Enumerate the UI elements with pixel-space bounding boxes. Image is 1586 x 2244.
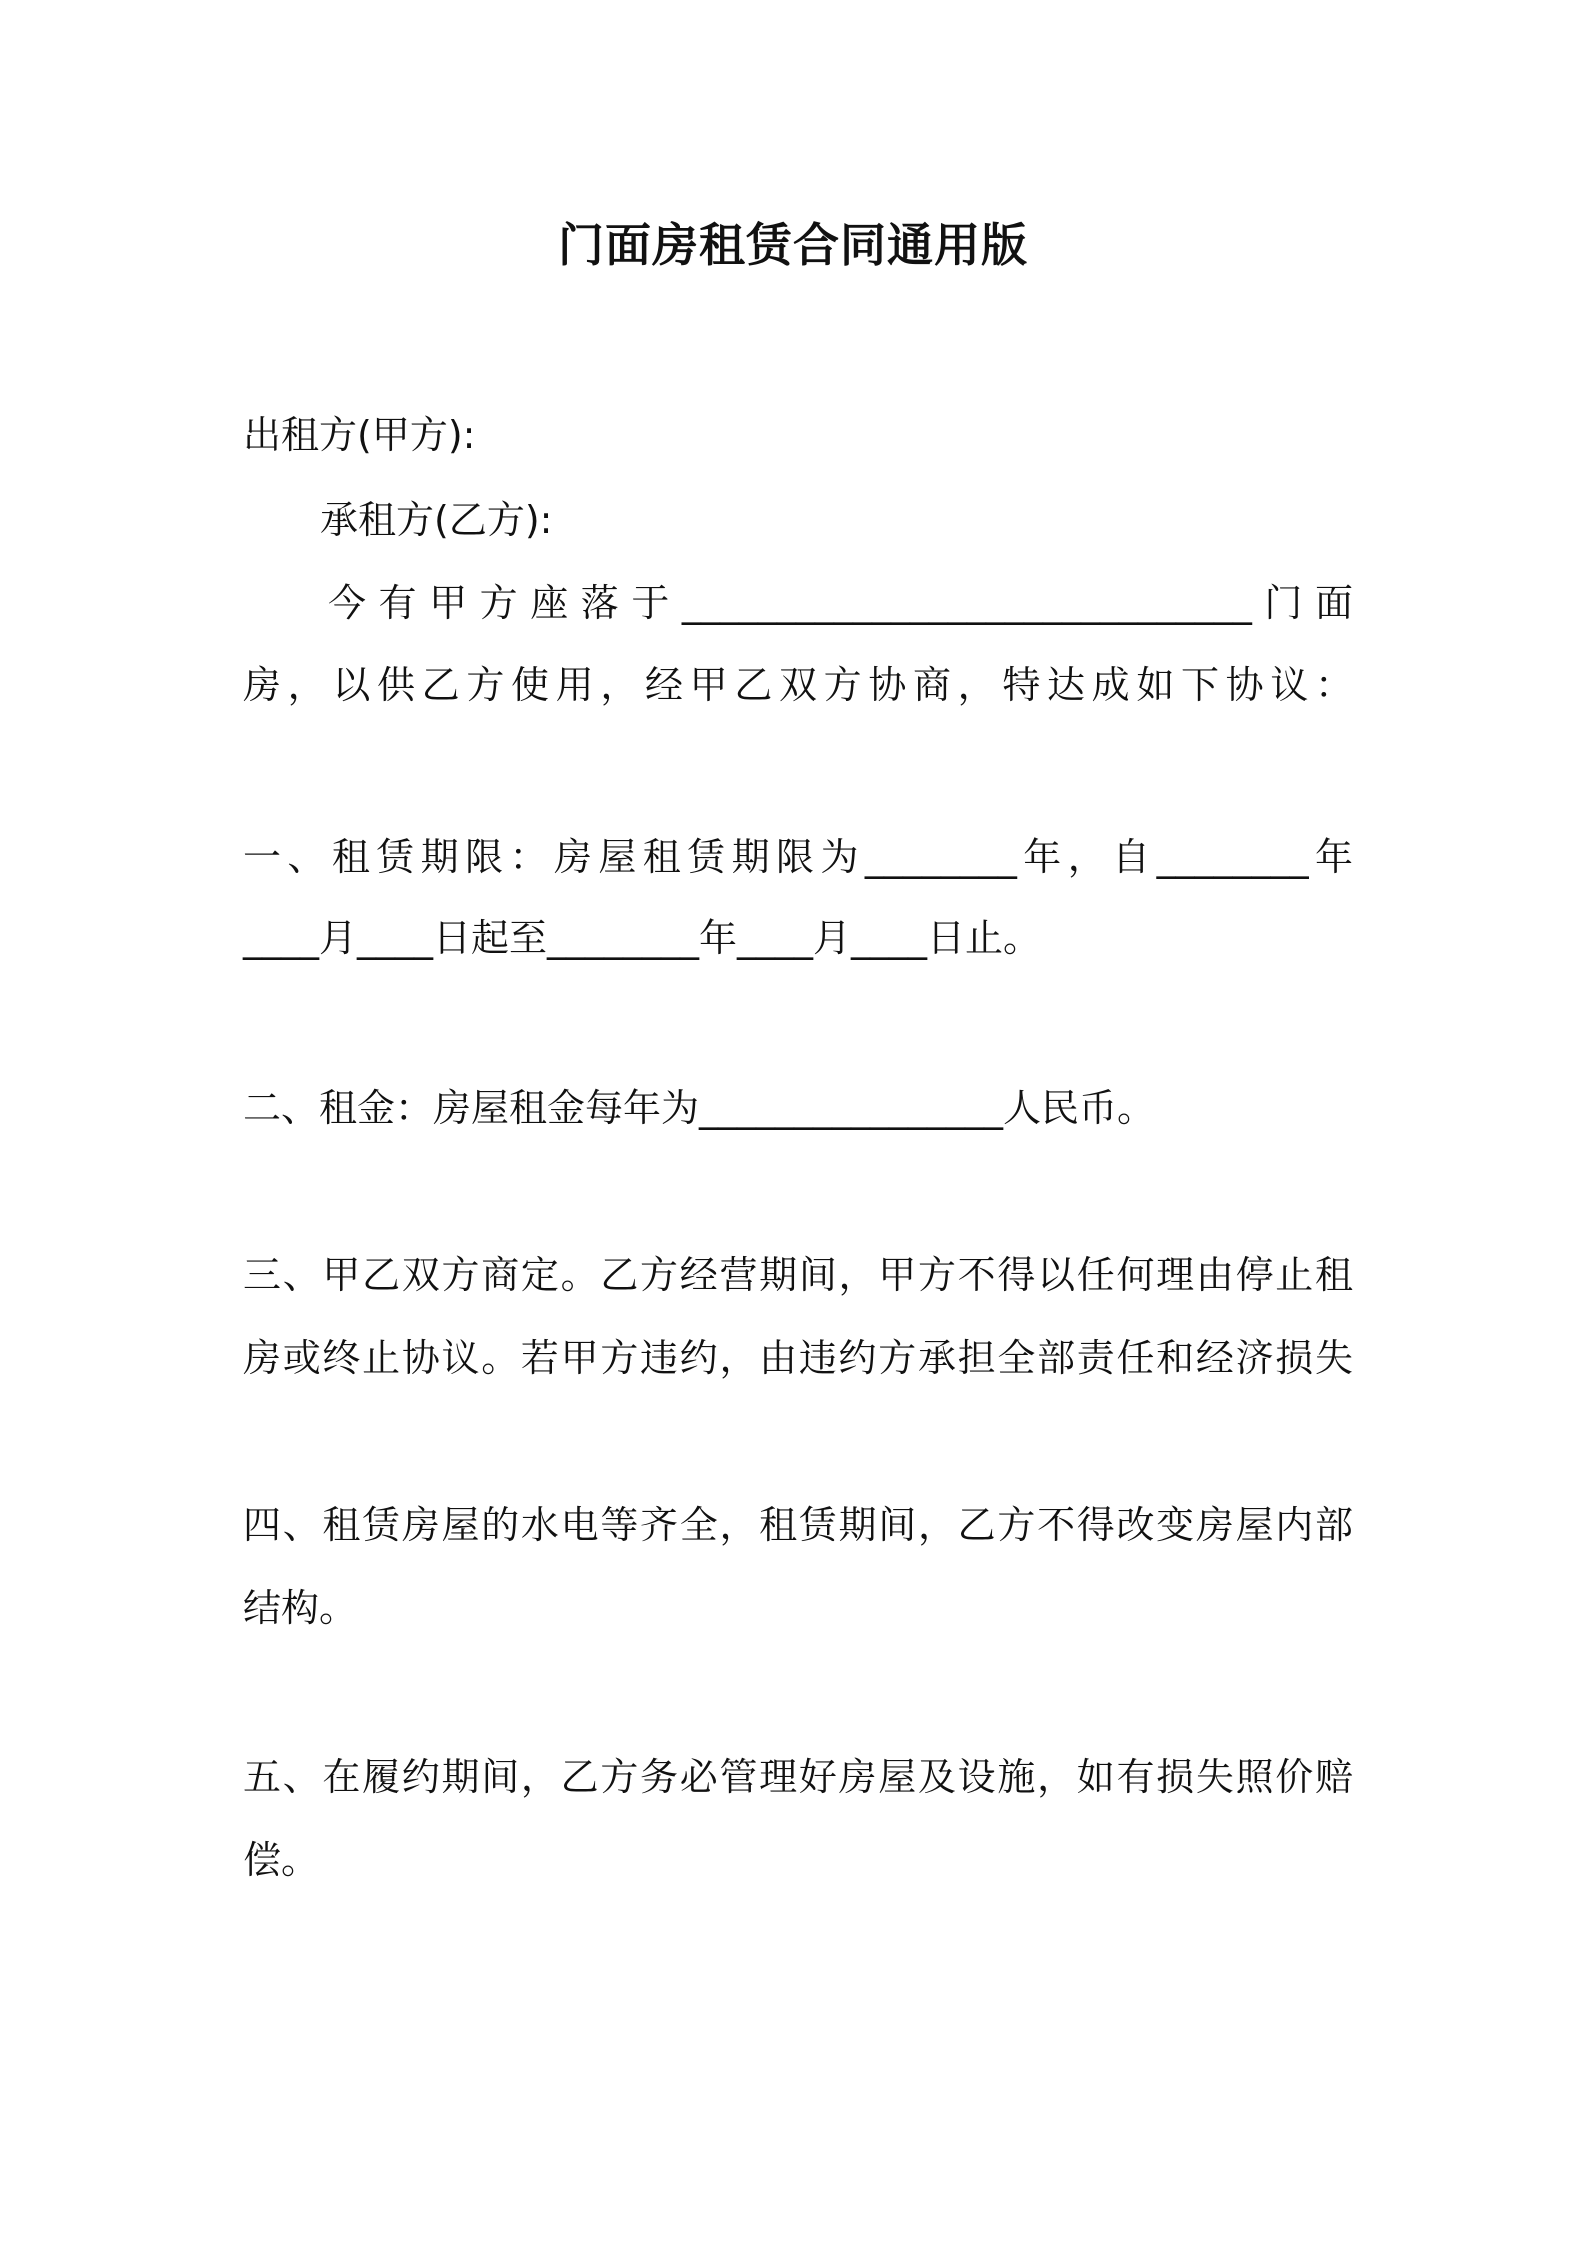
lessor-line: 出租方(甲方): (243, 413, 476, 457)
clause-5-line-1: 五、在履约期间，乙方务必管理好房屋及设施，如有损失照价赔 (243, 1755, 1353, 1799)
clause-4-line-2: 结构。 (243, 1586, 358, 1630)
clause-3-line-1: 三、甲乙双方商定。乙方经营期间，甲方不得以任何理由停止租 (243, 1253, 1353, 1297)
clause-1-line-1: 一、租赁期限：房屋租赁期限为________年，自________年 (243, 835, 1353, 879)
document-title: 门面房租赁合同通用版 (558, 218, 1028, 272)
clause-1-line-2: ____月____日起至________年____月____日止。 (243, 916, 1042, 960)
intro-line-2: 房，以供乙方使用，经甲乙双方协商，特达成如下协议： (243, 663, 1353, 707)
clause-4-line-1: 四、租赁房屋的水电等齐全，租赁期间，乙方不得改变房屋内部 (243, 1503, 1353, 1547)
clause-5-line-2: 偿。 (243, 1838, 320, 1882)
lessee-line: 承租方(乙方): (320, 498, 553, 542)
clause-3-line-2: 房或终止协议。若甲方违约，由违约方承担全部责任和经济损失 (243, 1336, 1353, 1380)
clause-2-line-1: 二、租金：房屋租金每年为________________人民币。 (243, 1086, 1156, 1130)
intro-line-1: 今有甲方座落于______________________________门面 (328, 581, 1353, 625)
